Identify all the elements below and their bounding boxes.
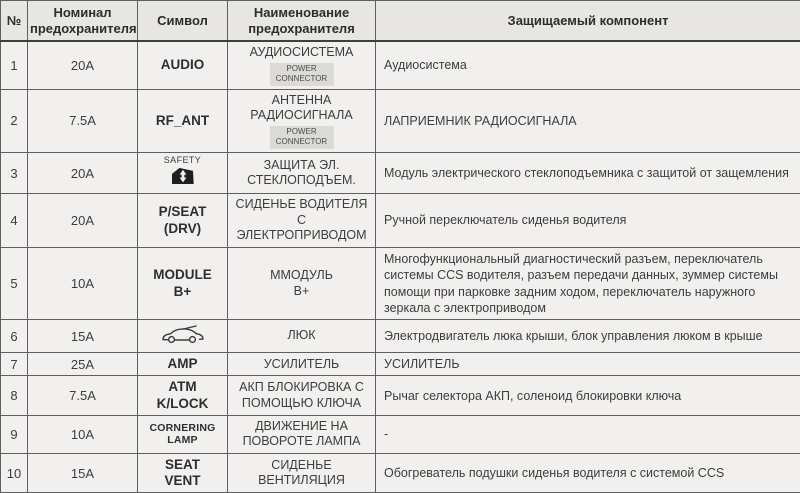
fuse-symbol-cell [138, 194, 228, 248]
symbol-text: VENT [140, 473, 225, 489]
fuse-rating-cell: 7.5A [28, 89, 138, 152]
column-header-symbol: Символ [138, 1, 228, 42]
fuse-row [1, 89, 800, 152]
fuse-rating-cell: 10A [28, 415, 138, 453]
fuse-name-text: АКП БЛОКИРОВКА С [232, 380, 371, 396]
fuse-component-cell: Модуль электрического стеклоподъемника с защитой от защемления [376, 153, 800, 194]
fuse-name-text: АНТЕННА [232, 93, 371, 109]
symbol-text: (DRV) [140, 221, 225, 237]
symbol-text: RF_ANT [140, 113, 225, 129]
fuse-symbol-cell [138, 415, 228, 453]
sunroof-car-icon [160, 323, 206, 345]
fuse-component-cell: - [376, 415, 800, 453]
fuse-row [1, 415, 800, 453]
symbol-text: MODULE [140, 267, 225, 283]
fuse-name-text: ММОДУЛЬ [232, 268, 371, 284]
fuse-row [1, 248, 800, 320]
fuse-component-cell: УСИЛИТЕЛЬ [376, 353, 800, 376]
fuse-name-text: СИДЕНЬЕ [232, 458, 371, 474]
fuse-name-cell [228, 89, 376, 152]
fuse-name-text: СТЕКЛОПОДЪЕМ. [232, 173, 371, 189]
fuse-name-text: ПОВОРОТЕ ЛАМПА [232, 434, 371, 450]
column-header-number: № [1, 1, 28, 42]
fuse-symbol-cell [138, 248, 228, 320]
fuse-name-cell [228, 353, 376, 376]
header-row [1, 1, 800, 42]
fuse-component-cell: Ручной переключатель сиденья водителя [376, 194, 800, 248]
fuse-component-cell: Рычаг селектора АКП, соленоид блокировки ключа [376, 376, 800, 415]
fuse-component-cell: ЛАПРИЕМНИК РАДИОСИГНАЛА [376, 89, 800, 152]
fuse-name-cell [228, 454, 376, 493]
symbol-text: AMP [140, 356, 225, 372]
symbol-text: LAMP [140, 434, 225, 447]
fuse-symbol-cell [138, 353, 228, 376]
fuse-row [1, 353, 800, 376]
fuse-name-cell [228, 41, 376, 89]
power-connector-badge: POWER CONNECTOR [270, 126, 334, 149]
fuse-name-cell [228, 415, 376, 453]
fuse-number-cell: 6 [1, 320, 28, 353]
fuse-rating-cell: 20A [28, 41, 138, 89]
fuse-row [1, 376, 800, 415]
fuse-component-cell: Обогреватель подушки сиденья водителя с системой CCS [376, 454, 800, 493]
fuse-rating-cell: 20A [28, 194, 138, 248]
fuse-symbol-cell [138, 376, 228, 415]
symbol-text: P/SEAT [140, 204, 225, 220]
fuse-name-text: АУДИОСИСТЕМА [232, 45, 371, 61]
fuse-symbol-cell [138, 89, 228, 152]
fuse-symbol-cell [138, 153, 228, 194]
fuse-table-header [1, 1, 800, 42]
fuse-number-cell: 10 [1, 454, 28, 493]
fuse-name-cell [228, 376, 376, 415]
fuse-row [1, 41, 800, 89]
fuse-rating-cell: 25A [28, 353, 138, 376]
fuse-name-text: ПОМОЩЬЮ КЛЮЧА [232, 396, 371, 412]
fuse-name-text: В+ [232, 284, 371, 300]
column-header-rating: Номинал предохранителя [28, 1, 138, 42]
fuse-name-text: ЛЮК [232, 328, 371, 344]
fuse-name-text: РАДИОСИГНАЛА [232, 108, 371, 124]
fuse-number-cell: 4 [1, 194, 28, 248]
fuse-number-cell: 5 [1, 248, 28, 320]
symbol-text: AUDIO [140, 57, 225, 73]
fuse-name-text: ЗАЩИТА ЭЛ. [232, 158, 371, 174]
fuse-component-cell: Электродвигатель люка крыши, блок управления люком в крыше [376, 320, 800, 353]
column-header-name: Наименование предохранителя [228, 1, 376, 42]
column-header-component: Защищаемый компонент [376, 1, 800, 42]
fuse-name-text: СИДЕНЬЕ ВОДИТЕЛЯ С [232, 197, 371, 228]
fuse-rating-cell: 20A [28, 153, 138, 194]
fuse-number-cell: 1 [1, 41, 28, 89]
fuse-row [1, 153, 800, 194]
symbol-text: SEAT [140, 457, 225, 473]
fuse-name-text: ВЕНТИЛЯЦИЯ [232, 473, 371, 489]
fuse-rating-cell: 10A [28, 248, 138, 320]
symbol-text: K/LOCK [140, 396, 225, 412]
symbol-label: SAFETY [140, 156, 225, 166]
fuse-name-cell [228, 194, 376, 248]
fuse-name-cell [228, 248, 376, 320]
fuse-row [1, 320, 800, 353]
fuse-number-cell: 9 [1, 415, 28, 453]
fuse-number-cell: 8 [1, 376, 28, 415]
fuse-name-text: ДВИЖЕНИЕ НА [232, 419, 371, 435]
fuse-component-cell: Аудиосистема [376, 41, 800, 89]
symbol-text: CORNERING [140, 422, 225, 435]
fuse-number-cell: 2 [1, 89, 28, 152]
fuse-table-body [1, 41, 800, 493]
fuse-rating-cell: 15A [28, 320, 138, 353]
fuse-rating-cell: 7.5A [28, 376, 138, 415]
fuse-symbol-cell [138, 41, 228, 89]
fuse-rating-cell: 15A [28, 454, 138, 493]
symbol-text: B+ [140, 284, 225, 300]
power-window-icon [170, 166, 196, 186]
fuse-name-cell [228, 320, 376, 353]
fuse-row [1, 454, 800, 493]
fuse-name-cell [228, 153, 376, 194]
fuse-symbol-cell [138, 320, 228, 353]
fuse-symbol-cell [138, 454, 228, 493]
fuse-name-text: ЭЛЕКТРОПРИВОДОМ [232, 228, 371, 244]
fuse-number-cell: 7 [1, 353, 28, 376]
fuse-row [1, 194, 800, 248]
fuse-component-cell: Многофункциональный диагностический разъем, переключатель системы CCS водителя, разъем передачи данных, зуммер системы помощи при парковке задним ходом, переключатель наружного зеркала с электроприводом [376, 248, 800, 320]
fuse-number-cell: 3 [1, 153, 28, 194]
power-connector-badge: POWER CONNECTOR [270, 63, 334, 86]
symbol-text: ATM [140, 379, 225, 395]
fuse-name-text: УСИЛИТЕЛЬ [232, 357, 371, 373]
